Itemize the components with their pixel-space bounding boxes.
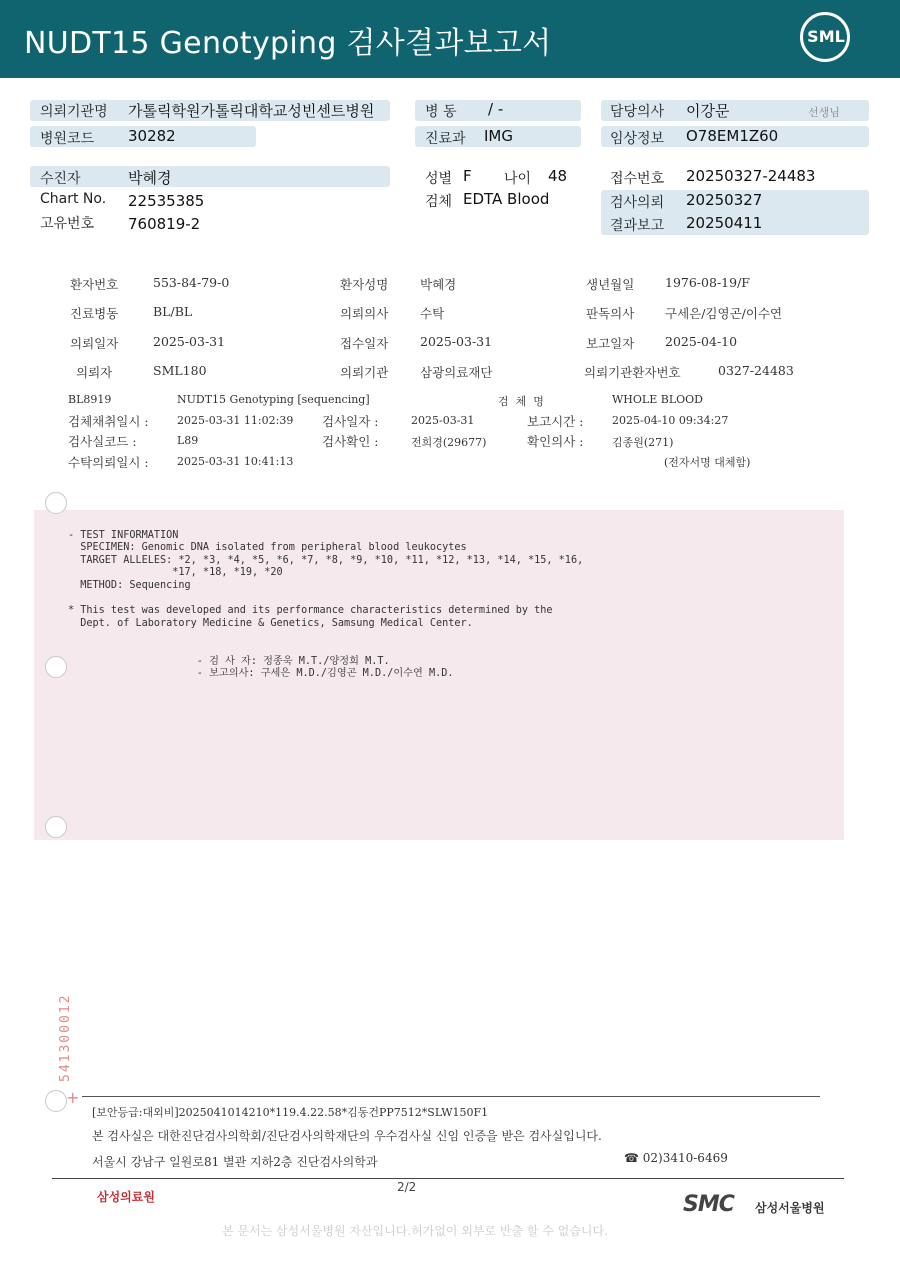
sml-logo-text: SML bbox=[807, 27, 845, 46]
esign-note: (전자서명 대체함) bbox=[664, 456, 751, 469]
inner-r4-v3: 0327-24483 bbox=[718, 363, 794, 378]
specimen-name-label: 검 체 명 bbox=[498, 395, 544, 408]
request-value: 20250327 bbox=[686, 191, 763, 209]
inner-r2-l3: 판독의사 bbox=[586, 306, 635, 321]
hospital-value: 가톨릭학원가톨릭대학교성빈센트병원 bbox=[128, 102, 375, 120]
page-number: 2/2 bbox=[397, 1180, 417, 1194]
result-line: - 보고의사: 구세은 M.D./김영곤 M.D./이수연 M.D. bbox=[68, 668, 454, 680]
result-line: - 검 사 자: 정종욱 M.T./양정희 M.T. bbox=[68, 655, 390, 667]
dept-value: IMG bbox=[484, 127, 513, 145]
patient-bar bbox=[30, 166, 390, 187]
address-line: 서울시 강남구 일원로81 별관 지하2층 진단검사의학과 bbox=[92, 1155, 378, 1169]
testdate-label: 검사일자 : bbox=[322, 414, 379, 429]
result-line: METHOD: Sequencing bbox=[68, 579, 191, 591]
inner-r3-v3: 2025-04-10 bbox=[665, 334, 738, 349]
dept-label: 진료과 bbox=[425, 131, 466, 147]
confirm-label: 검사확인 : bbox=[322, 434, 379, 449]
id-label: 고유번호 bbox=[40, 216, 95, 232]
contract-label: 수탁의뢰일시 : bbox=[68, 455, 149, 470]
code-label: 병원코드 bbox=[40, 131, 95, 147]
result-line: Dept. of Laboratory Medicine & Genetics, Samsung Medical Center. bbox=[68, 617, 473, 629]
reporttime-value: 2025-04-10 09:34:27 bbox=[612, 414, 729, 427]
barcode-plus: + bbox=[66, 1088, 80, 1107]
punch-hole bbox=[45, 816, 67, 838]
result-line: TARGET ALLELES: *2, *3, *4, *5, *6, *7, *8, *9, *10, *11, *12, *13, *14, *15, *16, bbox=[68, 554, 584, 566]
patient-value: 박혜경 bbox=[128, 169, 172, 187]
samsung-hospital-brand: 삼성서울병원 bbox=[755, 1201, 825, 1215]
punch-hole bbox=[45, 1090, 67, 1112]
confirm-value: 전희경(29677) bbox=[411, 436, 487, 449]
clinical-value: O78EM1Z60 bbox=[686, 127, 779, 145]
age-label: 나이 bbox=[504, 171, 532, 187]
lab-label: 검사실코드 : bbox=[68, 434, 137, 449]
inner-r2-v2: 수탁 bbox=[420, 306, 445, 321]
result-text bbox=[68, 517, 583, 681]
inner-r3-l1: 의뢰일자 bbox=[70, 336, 119, 351]
inner-r1-l3: 생년월일 bbox=[586, 277, 635, 292]
inner-r4-v1: SML180 bbox=[153, 363, 207, 378]
samsung-medical-brand: 삼성의료원 bbox=[97, 1190, 155, 1204]
punch-hole bbox=[45, 492, 67, 514]
report-title: NUDT15 Genotyping 검사결과보고서 bbox=[24, 26, 552, 61]
age-value: 48 bbox=[548, 167, 568, 185]
inner-r2-l1: 진료병동 bbox=[70, 306, 119, 321]
request-label: 검사의뢰 bbox=[610, 195, 665, 211]
test-name: NUDT15 Genotyping [sequencing] bbox=[177, 393, 370, 406]
footer-bottom-rule bbox=[52, 1178, 844, 1179]
inner-r4-v2: 삼광의료재단 bbox=[420, 365, 493, 380]
testdate-value: 2025-03-31 bbox=[411, 414, 475, 427]
inner-r2-v3: 구세은/김영곤/이수연 bbox=[665, 306, 783, 321]
lab-value: L89 bbox=[177, 434, 199, 447]
inner-r1-l1: 환자번호 bbox=[70, 277, 119, 292]
patient-label: 수진자 bbox=[40, 171, 81, 187]
security-line: [보안등급:대외비]2025041014210*119.4.22.58*김동건PP7512*SLW150F1 bbox=[92, 1106, 489, 1119]
result-line: *17, *18, *19, *20 bbox=[68, 567, 283, 579]
inner-r1-v1: 553-84-79-0 bbox=[153, 275, 230, 290]
result-line: SPECIMEN: Genomic DNA isolated from peripheral blood leukocytes bbox=[68, 542, 467, 554]
inner-r1-v2: 박혜경 bbox=[420, 277, 457, 292]
phone-number: ☎ 02)3410-6469 bbox=[624, 1151, 728, 1165]
clinical-label: 임상정보 bbox=[610, 131, 665, 147]
inner-r2-l2: 의뢰의사 bbox=[340, 306, 389, 321]
footer-top-rule bbox=[82, 1096, 820, 1097]
confirmdoc-value: 김종원(271) bbox=[612, 436, 674, 449]
result-line: * This test was developed and its performance characteristics determined by the bbox=[68, 605, 553, 617]
watermark-notice: 본 문서는 삼성서울병원 자산입니다.허가없이 외부로 반출 할 수 없습니다. bbox=[222, 1224, 608, 1238]
specimen-label: 검체 bbox=[425, 194, 453, 210]
sex-label: 성별 bbox=[425, 171, 453, 187]
inner-r2-v1: BL/BL bbox=[153, 304, 193, 319]
doctor-label: 담당의사 bbox=[610, 104, 665, 120]
punch-hole bbox=[45, 656, 67, 678]
inner-r4-l1: 의뢰자 bbox=[76, 365, 113, 380]
inner-r3-v2: 2025-03-31 bbox=[420, 334, 493, 349]
specimen-value: EDTA Blood bbox=[463, 190, 550, 208]
contract-value: 2025-03-31 10:41:13 bbox=[177, 455, 294, 468]
result-line: - TEST INFORMATION bbox=[68, 529, 179, 541]
report-value: 20250411 bbox=[686, 214, 763, 232]
smc-logo: SMC bbox=[683, 1192, 734, 1217]
inner-r3-l2: 접수일자 bbox=[340, 336, 389, 351]
chart-value: 22535385 bbox=[128, 192, 205, 210]
confirmdoc-label: 확인의사 : bbox=[527, 434, 584, 449]
report-label: 결과보고 bbox=[610, 218, 665, 234]
barcode-number: 541300012 bbox=[58, 993, 73, 1082]
inner-r4-l3: 의뢰기관환자번호 bbox=[584, 365, 681, 380]
inner-r1-v3: 1976-08-19/F bbox=[665, 275, 750, 290]
inner-r3-v1: 2025-03-31 bbox=[153, 334, 226, 349]
ward-label: 병 동 bbox=[425, 104, 457, 120]
sex-value: F bbox=[463, 167, 472, 185]
specimen-name: WHOLE BLOOD bbox=[612, 393, 703, 406]
code-value: 30282 bbox=[128, 127, 176, 145]
inner-r3-l3: 보고일자 bbox=[586, 336, 635, 351]
inner-r4-l2: 의뢰기관 bbox=[340, 365, 389, 380]
reporttime-label: 보고시간 : bbox=[527, 414, 584, 429]
receipt-value: 20250327-24483 bbox=[686, 167, 816, 185]
receipt-label: 접수번호 bbox=[610, 171, 665, 187]
ward-value: / - bbox=[488, 100, 504, 118]
doctor-value: 이강문 bbox=[686, 102, 730, 120]
inner-r1-l2: 환자성명 bbox=[340, 277, 389, 292]
certification-line: 본 검사실은 대한진단검사의학회/진단검사의학재단의 우수검사실 신임 인증을 받은 검사실입니다. bbox=[92, 1129, 602, 1143]
id-value: 760819-2 bbox=[128, 215, 201, 233]
collect-value: 2025-03-31 11:02:39 bbox=[177, 414, 294, 427]
hospital-label: 의뢰기관명 bbox=[40, 104, 108, 120]
test-code: BL8919 bbox=[68, 393, 112, 406]
chart-label: Chart No. bbox=[40, 191, 107, 207]
collect-label: 검체채취일시 : bbox=[68, 414, 149, 429]
doctor-suffix: 선생님 bbox=[808, 106, 840, 119]
